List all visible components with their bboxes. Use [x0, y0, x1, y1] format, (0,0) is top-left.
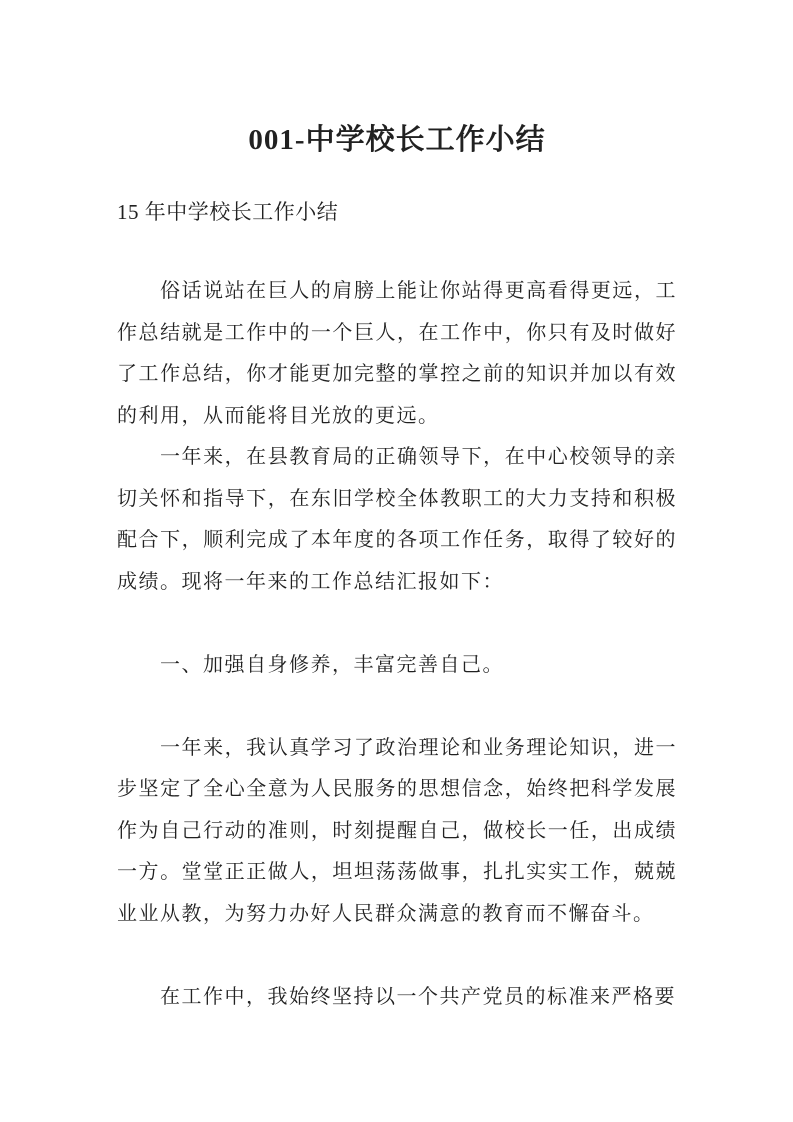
document-subtitle: 15 年中学校长工作小结 [117, 200, 339, 224]
paragraph: 俗话说站在巨人的肩膀上能让你站得更高看得更远，工作总结就是工作中的一个巨人，在工作中，你只有及时做好了工作总结，你才能更加完整的掌控之前的知识并加以有效的利用，从而能将目光放的更远。 [117, 280, 677, 427]
paragraph: 一年来，在县教育局的正确领导下，在中心校领导的亲切关怀和指导下，在东旧学校全体教职工的大力支持和积极配合下，顺利完成了本年度的各项工作任务，取得了较好的成绩。现将一年来的工作总结汇报如下： [117, 446, 677, 593]
paragraph-truncated: 在工作中，我始终坚持以一个共产党员的标准来严格要 [160, 985, 676, 1008]
section-heading: 一、加强自身修养，丰富完善自己。 [160, 653, 504, 676]
document-title: 001-中学校长工作小结 [248, 124, 546, 156]
paragraph: 一年来，我认真学习了政治理论和业务理论知识，进一步坚定了全心全意为人民服务的思想信念，始终把科学发展作为自己行动的准则，时刻提醒自己，做校长一任，出成绩一方。堂堂正正做人，坦坦荡荡做事，扎扎实实工作，兢兢业业从教，为努力办好人民群众满意的教育而不懈奋斗。 [117, 736, 677, 925]
